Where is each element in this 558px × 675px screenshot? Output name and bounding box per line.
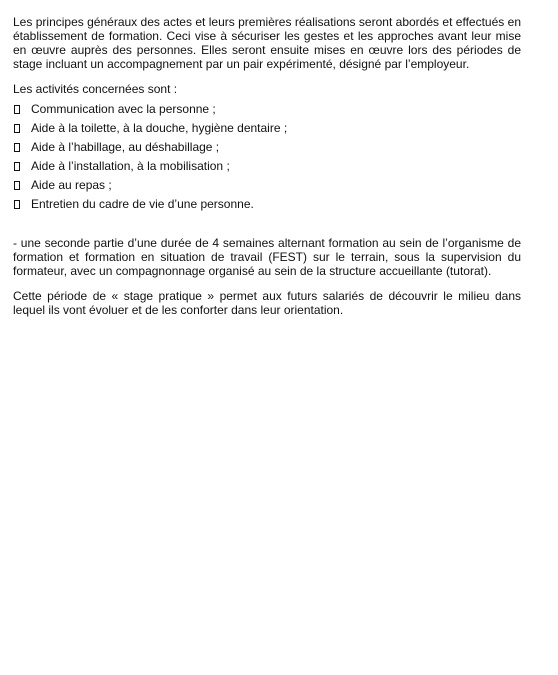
list-item-label: Aide au repas ; xyxy=(31,178,112,192)
checkbox-bullet-icon xyxy=(14,124,20,133)
list-item xyxy=(13,197,521,211)
checkbox-bullet-icon xyxy=(14,143,20,152)
list-item xyxy=(13,121,521,135)
intro-paragraph: Les principes généraux des actes et leurs premières réalisations seront abordés et effectués en établissement de formation. Ceci vise à sécuriser les gestes et les approches avant leur mise en œuvre auprès des personnes. Elles seront ensuite mises en œuvre lors des périodes de stage incluant un accompagnement par un pair expérimenté, désigné par l’employeur. xyxy=(13,15,521,71)
checkbox-bullet-icon xyxy=(14,162,20,171)
checkbox-bullet-icon xyxy=(14,200,20,209)
document-page xyxy=(13,15,521,317)
list-item-label: Aide à l’installation, à la mobilisation ; xyxy=(31,159,230,173)
activities-list xyxy=(13,102,521,211)
list-item-label: Aide à l’habillage, au déshabillage ; xyxy=(31,140,220,154)
list-item xyxy=(13,159,521,173)
list-item-label: Aide à la toilette, à la douche, hygiène dentaire ; xyxy=(31,121,288,135)
checkbox-bullet-icon xyxy=(14,105,20,114)
list-item-label: Entretien du cadre de vie d’une personne. xyxy=(31,197,254,211)
list-item xyxy=(13,140,521,154)
second-part-paragraph: - une seconde partie d’une durée de 4 semaines alternant formation au sein de l’organisme de formation et formation en situation de travail (FEST) sur le terrain, sous la supervision du formateur, avec un compagnonnage organisé au sein de la structure accueillante (tutorat). xyxy=(13,236,521,278)
internship-paragraph: Cette période de « stage pratique » permet aux futurs salariés de découvrir le milieu dans lequel ils vont évoluer et de les conforter dans leur orientation. xyxy=(13,289,521,317)
list-item xyxy=(13,102,521,116)
list-item-label: Communication avec la personne ; xyxy=(31,102,216,116)
activities-intro: Les activités concernées sont : xyxy=(13,82,178,96)
list-item xyxy=(13,178,521,192)
checkbox-bullet-icon xyxy=(14,181,20,190)
